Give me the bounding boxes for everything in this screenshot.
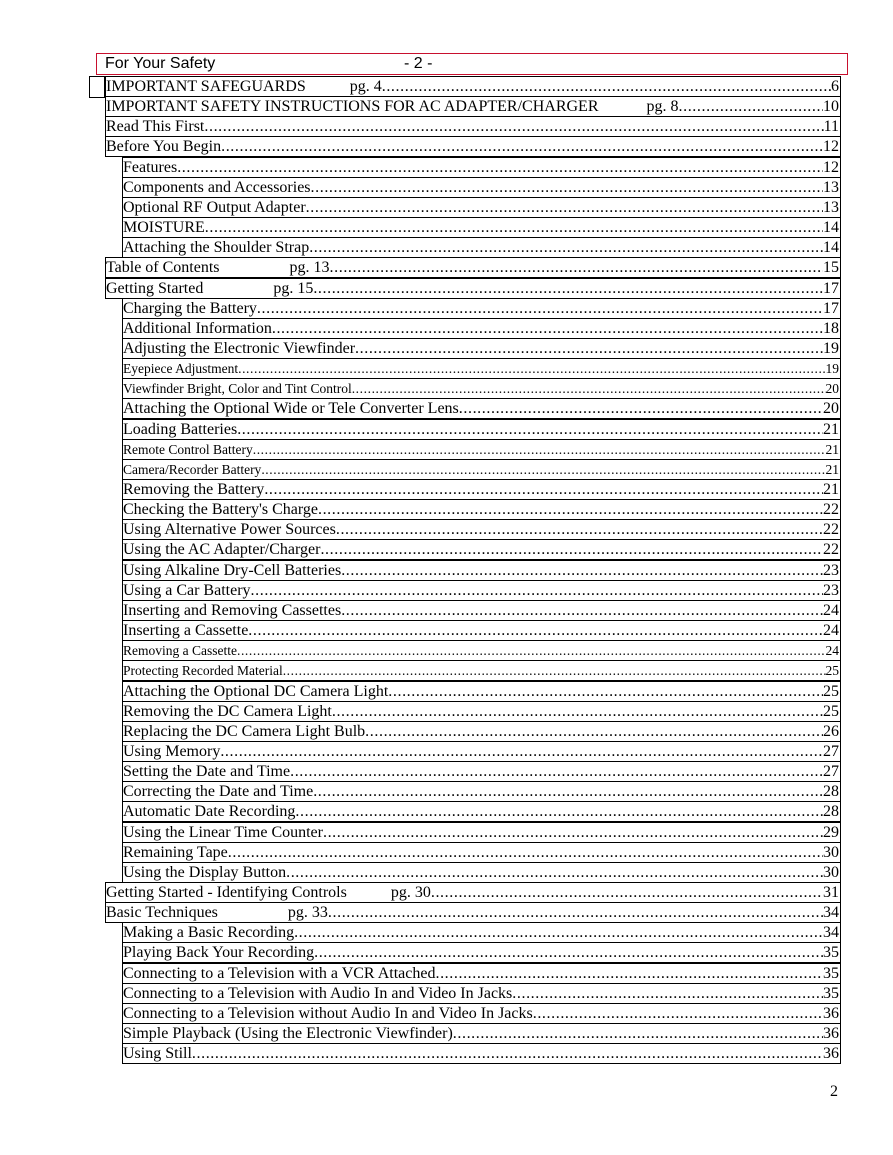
toc-entry-ref: pg. 33 xyxy=(287,904,328,922)
toc-page-number: 21 xyxy=(823,420,839,438)
toc-leader xyxy=(238,359,825,378)
toc-subentry[interactable] xyxy=(122,358,841,379)
toc-entry[interactable] xyxy=(105,257,841,278)
toc-entry-title: Using the Linear Time Counter xyxy=(123,823,323,841)
toc-entry-title: Inserting a Cassette xyxy=(123,622,249,640)
toc-entry-title: Attaching the Optional Wide or Tele Converter Lens xyxy=(123,400,459,418)
toc-leader xyxy=(314,943,823,962)
toc-leader xyxy=(341,561,823,580)
toc-page-number: 27 xyxy=(823,742,839,760)
toc-leader xyxy=(336,520,823,539)
toc-entry-ref: pg. 8 xyxy=(646,98,679,116)
toc-entry-title: Viewfinder Bright, Color and Tint Control xyxy=(123,381,352,397)
toc-page-number: 13 xyxy=(823,178,839,196)
toc-subentry[interactable] xyxy=(122,318,841,339)
toc-leader xyxy=(352,379,826,398)
toc-leader xyxy=(204,117,823,136)
toc-leader xyxy=(365,722,823,741)
toc-entry-title: Using Still xyxy=(123,1045,192,1063)
toc-subentry[interactable] xyxy=(122,1003,841,1024)
toc-subentry[interactable] xyxy=(122,298,841,319)
toc-entry-title: Components and Accessories xyxy=(123,178,311,196)
toc-page-number: 28 xyxy=(823,783,839,801)
toc-entry-title: Removing the Battery xyxy=(123,481,265,498)
toc-leader xyxy=(388,682,823,701)
toc-entry-title: Using Memory xyxy=(123,742,221,760)
toc-entry-title: Adjusting the Electronic Viewfinder xyxy=(123,339,356,357)
toc-entry-ref: pg. 15 xyxy=(273,279,314,297)
toc-entry-title: Charging the Battery xyxy=(123,299,257,317)
toc-subentry[interactable] xyxy=(122,600,841,621)
toc-leader xyxy=(435,964,823,983)
toc-entry[interactable] xyxy=(105,882,841,903)
toc-entry-title: Table of Contents xyxy=(106,259,220,277)
toc-page-number: 12 xyxy=(823,158,839,176)
toc-entry-title: Removing the DC Camera Light xyxy=(123,702,332,720)
toc-entry[interactable] xyxy=(105,116,841,137)
toc-page-number: 30 xyxy=(823,863,839,881)
toc-page-number: 25 xyxy=(825,663,839,679)
page-number: 2 xyxy=(830,1083,838,1100)
toc-subentry[interactable] xyxy=(122,217,841,238)
toc-page-number: 25 xyxy=(823,682,839,700)
toc-leader xyxy=(290,762,823,781)
toc-entry-title: Camera/Recorder Battery xyxy=(123,461,262,477)
toc-page-number: 25 xyxy=(823,702,839,720)
toc-leader xyxy=(286,863,823,882)
toc-page-number: 19 xyxy=(825,361,839,377)
toc-entry[interactable] xyxy=(105,136,841,157)
toc-subentry[interactable] xyxy=(122,922,841,943)
toc-page-number: 14 xyxy=(823,239,839,257)
toc-leader xyxy=(237,641,826,660)
toc-subentry[interactable] xyxy=(122,701,841,722)
toc-subentry[interactable] xyxy=(122,338,841,359)
toc-entry-title: Using the AC Adapter/Charger xyxy=(123,541,321,559)
toc-page-number: 20 xyxy=(823,400,839,418)
toc-subentry[interactable] xyxy=(122,197,841,218)
toc-entry-title: Basic Techniques xyxy=(106,904,218,922)
toc-leader xyxy=(220,742,823,761)
toc-page-number: 28 xyxy=(823,803,839,821)
toc-entry-title: Attaching the Shoulder Strap xyxy=(123,239,310,257)
toc-page-number: 24 xyxy=(823,622,839,640)
toc-entry[interactable] xyxy=(105,96,841,117)
toc-entry[interactable] xyxy=(105,902,841,923)
toc-page-number: 30 xyxy=(823,843,839,861)
toc-leader xyxy=(237,420,823,439)
toc-leader xyxy=(431,883,823,902)
toc-entry-title: Protecting Recorded Material xyxy=(123,663,283,679)
toc-leader xyxy=(320,540,823,559)
toc-page-number: 17 xyxy=(823,299,839,317)
toc-leader xyxy=(294,923,823,942)
toc-leader xyxy=(328,903,823,922)
toc-subentry[interactable] xyxy=(122,660,841,681)
toc-entry-title: Connecting to a Television with Audio In and Video In Jacks xyxy=(123,984,513,1002)
toc-subentry[interactable] xyxy=(122,1023,841,1044)
toc-page-number: 15 xyxy=(823,259,839,277)
toc-leader xyxy=(221,137,823,156)
toc-subentry[interactable] xyxy=(122,781,841,802)
toc-page-number: 24 xyxy=(825,643,839,659)
toc-leader xyxy=(313,279,823,298)
toc-leader xyxy=(283,661,826,680)
toc-entry-title: MOISTURE xyxy=(123,219,205,237)
toc-page-number: 19 xyxy=(823,339,839,357)
toc-leader xyxy=(341,601,823,620)
toc-page-number: 24 xyxy=(823,601,839,619)
toc-subentry[interactable] xyxy=(122,842,841,863)
toc-entry-ref: pg. 30 xyxy=(390,884,431,901)
toc-subentry[interactable] xyxy=(122,539,841,560)
toc-leader xyxy=(264,480,823,499)
toc-leader xyxy=(177,158,823,177)
toc-entry-title: Setting the Date and Time xyxy=(123,763,291,781)
toc-subentry[interactable] xyxy=(122,801,841,822)
toc-entry-title: Correcting the Date and Time xyxy=(123,783,314,801)
toc-page-number: 27 xyxy=(823,763,839,781)
toc-page-number: 21 xyxy=(825,461,839,477)
toc-entry-title: Getting Started - Identifying Controls xyxy=(106,884,347,901)
toc-leader xyxy=(306,198,823,217)
toc-page-number: 26 xyxy=(823,722,839,740)
toc-page-number: 36 xyxy=(823,1004,839,1022)
toc-subentry[interactable] xyxy=(122,620,841,641)
toc-entry-title: Playing Back Your Recording xyxy=(123,944,315,962)
toc-entry-title: Additional Information xyxy=(123,319,272,337)
toc-subentry[interactable] xyxy=(122,378,841,399)
toc-subentry[interactable] xyxy=(122,862,841,883)
toc-subentry[interactable] xyxy=(122,157,841,178)
toc-entry-title: Using the Display Button xyxy=(123,863,287,881)
toc-entry-title: Connecting to a Television without Audio In and Video In Jacks xyxy=(123,1004,533,1022)
toc-entry-title: Using Alternative Power Sources xyxy=(123,521,336,539)
toc-entry[interactable] xyxy=(105,76,841,97)
toc-page-number: 11 xyxy=(823,118,839,136)
toc-page-number: 18 xyxy=(823,319,839,337)
toc-page-number: 17 xyxy=(823,279,839,297)
toc-leader xyxy=(512,984,823,1003)
toc-leader xyxy=(382,77,831,96)
toc-entry-ref: pg. 13 xyxy=(289,259,330,277)
toc-subentry[interactable] xyxy=(122,640,841,661)
toc-entry-title: Getting Started xyxy=(106,279,204,297)
toc-subentry[interactable] xyxy=(122,942,841,963)
toc-page-number: 20 xyxy=(825,381,839,397)
toc-leader xyxy=(192,1044,823,1063)
toc-subentry[interactable] xyxy=(122,1043,841,1064)
toc-subentry[interactable] xyxy=(122,822,841,843)
toc-subentry[interactable] xyxy=(122,741,841,762)
toc-subentry[interactable] xyxy=(122,237,841,258)
toc-leader xyxy=(257,299,823,318)
toc-entry-title: Features xyxy=(123,158,178,176)
toc-subentry[interactable] xyxy=(122,963,841,984)
toc-page-number: 23 xyxy=(823,561,839,579)
toc-leader xyxy=(318,500,823,519)
toc-page-number: 31 xyxy=(823,884,839,901)
toc-entry-title: Remaining Tape xyxy=(123,843,228,861)
toc-entry-title: Removing a Cassette xyxy=(123,643,237,659)
toc-page-number: 6 xyxy=(831,78,839,95)
toc-entry-title: Read This First xyxy=(106,118,205,136)
toc-page-number: 22 xyxy=(823,501,839,519)
toc-page-number: 14 xyxy=(823,219,839,237)
toc-subentry[interactable] xyxy=(122,721,841,742)
toc-leader xyxy=(453,1024,823,1043)
toc-leader xyxy=(272,319,823,338)
toc-page-number: 34 xyxy=(823,924,839,942)
toc-page-number: 36 xyxy=(823,1025,839,1043)
toc-leader xyxy=(205,218,823,237)
toc-page-number: 13 xyxy=(823,198,839,216)
toc-leader xyxy=(533,1004,823,1023)
toc-subentry[interactable] xyxy=(122,681,841,702)
toc-entry-title: Replacing the DC Camera Light Bulb xyxy=(123,722,366,740)
toc-page-number: 34 xyxy=(823,904,839,922)
toc-subentry[interactable] xyxy=(122,519,841,540)
toc-entry-title: Connecting to a Television with a VCR Attached xyxy=(123,964,436,982)
toc-subentry[interactable] xyxy=(122,560,841,581)
toc-page-number: 22 xyxy=(823,521,839,539)
toc-page-number: 12 xyxy=(823,138,839,156)
toc-leader xyxy=(251,581,823,600)
toc-subentry[interactable] xyxy=(122,439,841,460)
header-page-label: - 2 - xyxy=(404,55,433,72)
toc-leader xyxy=(355,339,823,358)
toc-leader xyxy=(261,460,825,479)
toc-entry-ref: pg. 4 xyxy=(349,78,382,95)
toc-page-number: 36 xyxy=(823,1045,839,1063)
toc-entry-title: Making a Basic Recording xyxy=(123,924,295,942)
toc-entry-title: Simple Playback (Using the Electronic Viewfinder) xyxy=(123,1025,453,1043)
toc-subentry[interactable] xyxy=(122,499,841,520)
toc-leader xyxy=(295,802,823,821)
toc-entry-title: Eyepiece Adjustment xyxy=(123,361,239,377)
toc-page-number: 22 xyxy=(823,541,839,559)
toc-entry-title: Attaching the Optional DC Camera Light xyxy=(123,682,389,700)
toc-entry-title: Optional RF Output Adapter xyxy=(123,198,306,216)
toc-subentry[interactable] xyxy=(122,580,841,601)
toc-leader xyxy=(679,97,824,116)
toc-page-number: 10 xyxy=(823,98,839,116)
toc-leader xyxy=(309,238,823,257)
toc-entry[interactable] xyxy=(105,278,841,299)
toc-entry-title: Checking the Battery's Charge xyxy=(123,501,318,519)
toc-leader xyxy=(228,843,823,862)
toc-leader xyxy=(248,621,823,640)
toc-entry-title: Inserting and Removing Cassettes xyxy=(123,601,342,619)
toc-subentry[interactable] xyxy=(122,419,841,440)
header-title: For Your Safety xyxy=(105,55,216,72)
toc-entry-title: IMPORTANT SAFEGUARDS xyxy=(106,78,306,95)
toc-leader xyxy=(459,399,823,418)
toc-page-number: 23 xyxy=(823,581,839,599)
toc-leader xyxy=(332,702,823,721)
toc-page-number: 35 xyxy=(823,964,839,982)
toc-entry-title: Remote Control Battery xyxy=(123,441,253,457)
toc-leader xyxy=(311,178,823,197)
toc-leader xyxy=(323,823,823,842)
toc-subentry[interactable] xyxy=(122,398,841,419)
toc-subentry[interactable] xyxy=(122,177,841,198)
toc-entry-title: Using Alkaline Dry-Cell Batteries xyxy=(123,561,342,579)
toc-page-number: 35 xyxy=(823,984,839,1002)
toc-entry-title: Before You Begin xyxy=(106,138,222,156)
toc-subentry[interactable] xyxy=(122,761,841,782)
toc-page-number: 21 xyxy=(823,481,839,498)
toc-leader xyxy=(253,440,826,459)
toc-entry-title: Loading Batteries xyxy=(123,420,238,438)
toc-page-number: 35 xyxy=(823,944,839,962)
toc-page-number: 29 xyxy=(823,823,839,841)
toc-page-number: 21 xyxy=(825,441,839,457)
toc-entry-title: Using a Car Battery xyxy=(123,581,251,599)
toc-leader xyxy=(330,258,823,277)
toc-subentry[interactable] xyxy=(122,983,841,1004)
toc-subentry[interactable] xyxy=(122,479,841,500)
toc-entry-title: Automatic Date Recording xyxy=(123,803,296,821)
toc-entry-title: IMPORTANT SAFETY INSTRUCTIONS FOR AC ADAPTER/CHARGER xyxy=(106,98,599,116)
toc-leader xyxy=(313,782,823,801)
toc-subentry[interactable] xyxy=(122,459,841,480)
